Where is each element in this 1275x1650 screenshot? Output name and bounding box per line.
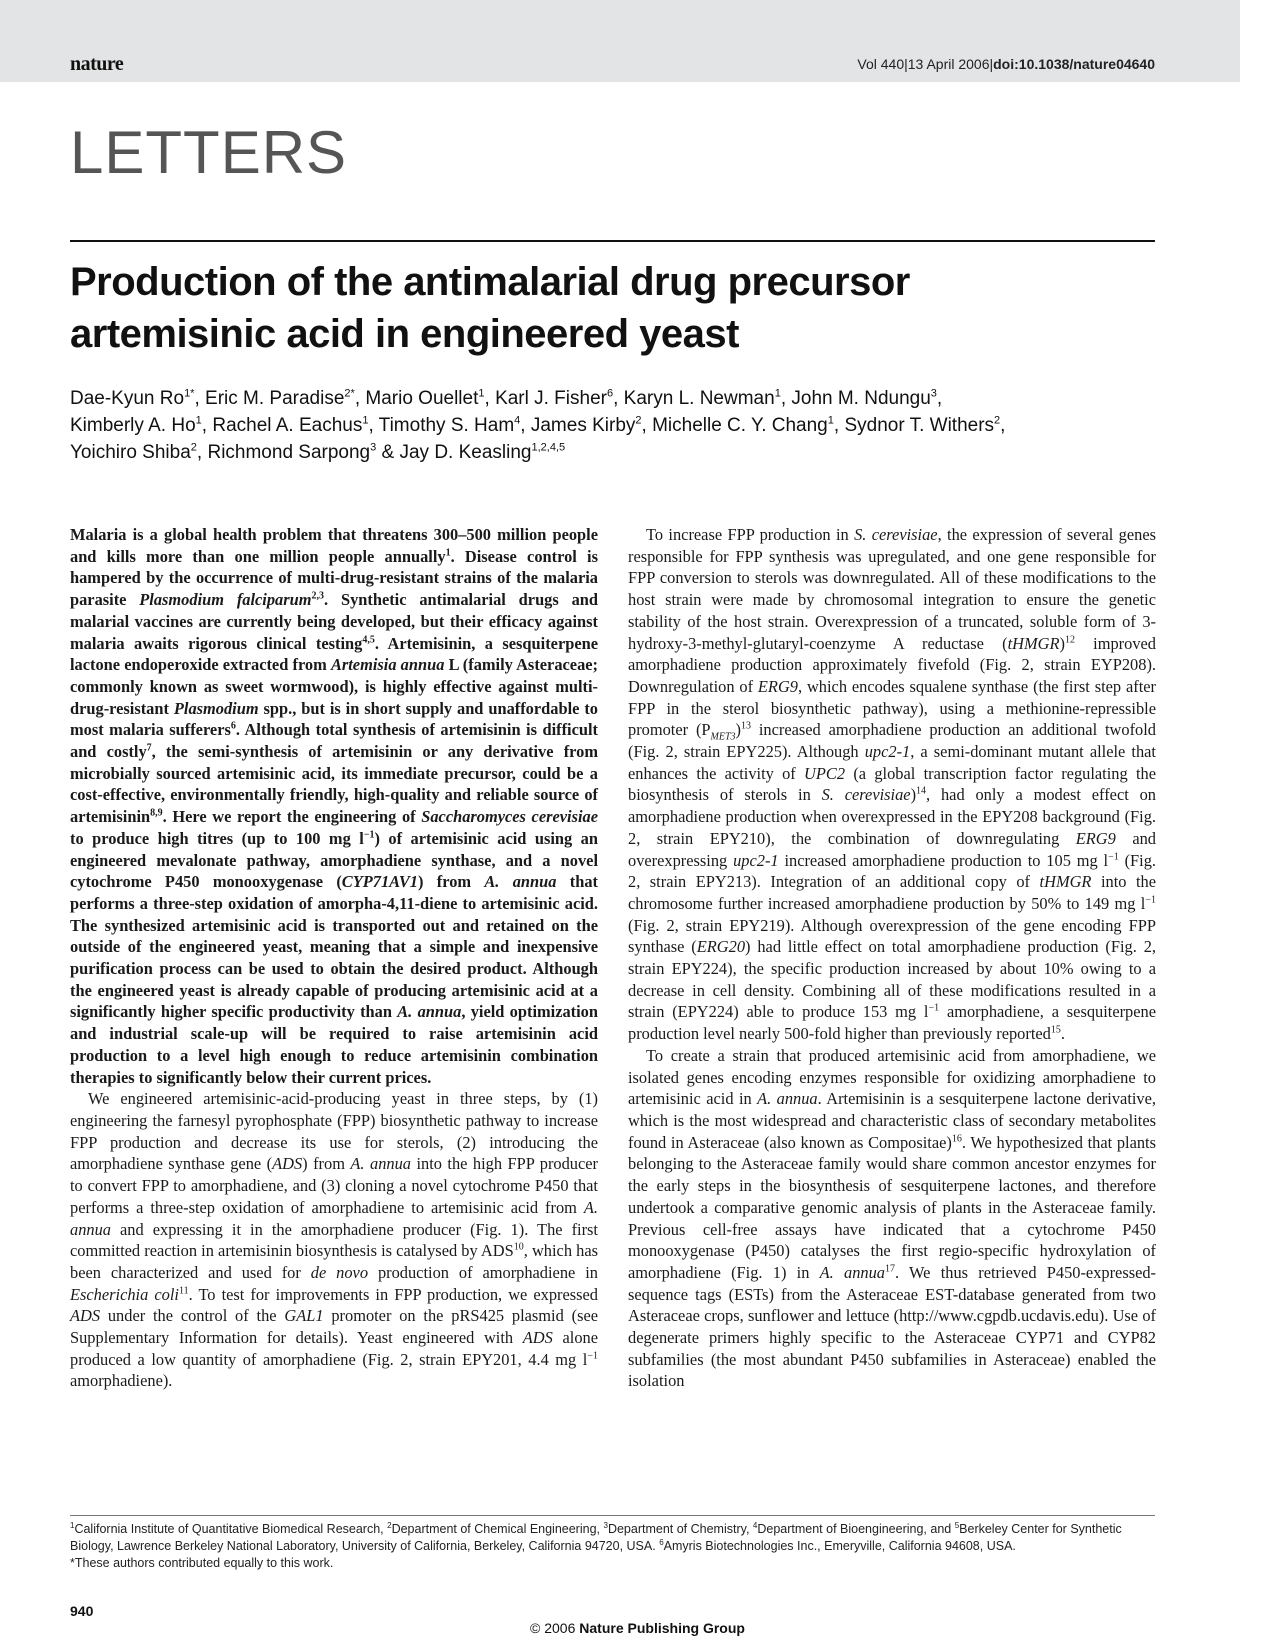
author: John M. Ndungu [791,388,931,409]
reference-mark: 7 [146,742,152,754]
author: Sydnor T. Withers [844,415,995,436]
body-paragraph: We engineered artemisinic-acid-producing yeast in three steps, by (1) engineering the farnesyl pyrophosphate (FPP) biosynthetic pathway to increase FPP production and decrease its use for sterols, (2) introducing the amorphadiene synthase gene (ADS) from A. annua into the high FPP producer to convert FPP to amorphadiene, and (3) cloning a novel cytochrome P450 that performs a three-step oxidation of amorphadiene to artemisinic acid from A. annua and expressing it in the amorphadiene producer (Fig. 1). The first committed reaction in artemisinin biosynthesis is catalysed by ADS$^{10}$, which has been characterized and used for de novo production of amorphadiene in Escherichia coli$^{11}$. To test for improvements in FPP production, we expressed ADS under the control of the GAL1 promoter on the pRS425 plasmid (see Supplementary Information for details). Yeast engineered with ADS alone produced a low quantity of amorphadiene (Fig. 2, strain EPY201, 4.4 mg $l^{-1}$ amorphadiene). [70,1089,598,1391]
author-affiliation: 1 [195,414,202,427]
reference-mark: 2,3 [311,590,325,602]
doi: doi:10.1038/nature04640 [993,56,1155,72]
reference-mark: 13 [741,720,751,732]
body-paragraph: To create a strain that produced artemisinic acid from amorphadiene, we isolated genes encoding enzymes responsible for oxidizing amorphadiene to artemisinic acid in A. annua. Artemisinin is a sesquiterpene lactone derivative, which is the most widespread and characteristic class of secondary metabolites found in Asteraceae (also known as Compositae)$^{16}$. We hypothesized that plants belonging to the Asteraceae family would share common ancestor enzymes for the early steps in the biosynthesis of sesquiterpene lactones, and therefore undertook a comparative genomic analysis of plants in the Asteraceae family. Previous cell-free assays have indicated that a cytochrome P450 monooxygenase (P450) catalyses the first regio-specific hydroxylation of amorphadiene (Fig. 1) in A. annua$^{17}$. We thus retrieved P450-expressed-sequence tags (ESTs) from the Asteraceae EST-database generated from two Asteraceae crops, sunflower and lettuce (http://www.cgpdb.ucdavis.edu). Use of degenerate primers highly specific to the Asteraceae CYP71 and CYP82 subfamilies (the most abundant P450 subfamilies in Asteraceae) enabled the isolation [628,1045,1156,1391]
reference-mark: 16 [951,1133,962,1145]
author-affiliation: 1* [184,387,195,400]
affiliations-footnote: $^1$California Institute of Quantitative Biomedical Research, $^2$Department of Chemical Engineering, $^3$Department of Chemistry, $^4$Department of Bioengineering, and $^5$Berkeley Center for Synthetic Biology, Lawrence Berkeley National Laboratory, University of California, Berkeley, California 94720, USA. $^6$Amyris Biotechnologies Inc., Emeryville, California 94608, USA. [70,1520,1122,1553]
author: Richmond Sarpong [207,442,371,463]
section-label: LETTERS [70,119,348,186]
footnotes [70,1521,1155,1572]
author-affiliation: 6 [606,387,614,400]
author: Yoichiro Shiba [70,442,191,463]
author: Kimberly A. Ho [70,415,196,436]
reference-mark: 15 [1050,1024,1061,1036]
article-title [70,256,1150,360]
reference-mark: 12 [1064,634,1075,646]
author: Jay D. Keasling [399,442,532,463]
right-column [628,524,1156,1392]
author: Karyn L. Newman [623,388,775,409]
journal-name: nature [70,53,124,75]
author-affiliation: 1 [827,414,834,427]
author-affiliation: 1 [774,387,781,400]
page-number: 940 [70,1603,94,1619]
author-affiliation: 2 [190,441,197,454]
author: Dae-Kyun Ro [70,388,185,409]
author-affiliation: 1 [362,414,369,427]
author: Karl J. Fisher [495,388,607,409]
author-affiliation: 2 [635,414,642,427]
author: Mario Ouellet [365,388,479,409]
author: Rachel A. Eachus [212,415,363,436]
volume-date: Vol 440|13 April 2006| [857,56,994,72]
copyright-line: © 2006 Nature Publishing Group [530,1620,745,1636]
reference-mark: 17 [884,1263,895,1275]
author-affiliation: 3 [370,441,377,454]
abstract-paragraph: Malaria is a global health problem that threatens 300–500 million people and kills more than one million people annually$^1$. Disease control is hampered by the occurrence of multi-drug-resistant strains of the malaria parasite Plasmodium falciparum$^{2,3}$. Synthetic antimalarial drugs and malarial vaccines are currently being developed, but their efficacy against malaria awaits rigorous clinical testing$^{4,5}$. Artemisinin, a sesquiterpene lactone endoperoxide extracted from Artemisia annua L (family Asteraceae; commonly known as sweet wormwood), is highly effective against multi-drug-resistant Plasmodium spp., but is in short supply and unaffordable to most malaria sufferers$^6$. Although total synthesis of artemisinin is difficult and costly$^7$, the semi-synthesis of artemisinin or any derivative from microbially sourced artemisinic acid, its immediate precursor, could be a cost-effective, environmentally friendly, high-quality and reliable source of artemisinin$^{8,9}$. Here we report the engineering of Saccharomyces cerevisiae to produce high titres (up to 100 mg $l^{-1}$) of artemisinic acid using an engineered mevalonate pathway, amorphadiene synthase, and a novel cytochrome P450 monooxygenase (CYP71AV1) from A. annua that performs a three-step oxidation of amorpha-4,11-diene to artemisinic acid. The synthesized artemisinic acid is transported out and retained on the outside of the engineered yeast, meaning that a simple and inexpensive purification process can be used to obtain the desired product. Although the engineered yeast is already capable of producing artemisinic acid at a significantly higher specific productivity than A. annua, yield optimization and industrial scale-up will be required to raise artemisinin acid production to a level high enough to reduce artemisinin combination therapies to significantly below their current prices. [70,525,599,1087]
title-rule [70,240,1155,242]
author: Eric M. Paradise [205,388,345,409]
volume-date-doi [857,56,1155,72]
body-paragraph: To increase FPP production in S. cerevisiae, the expression of several genes responsible for FPP synthesis was upregulated, and one gene responsible for FPP conversion to sterols was downregulated. All of these modifications to the host strain were made by chromosomal integration to ensure the genetic stability of the host strain. Overexpression of a truncated, soluble form of 3-hydroxy-3-methyl-glutaryl-coenzyme A reductase (tHMGR)$^{12}$ improved amorphadiene production approximately fivefold (Fig. 2, strain EYP208). Downregulation of ERG9, which encodes squalene synthase (the first step after FPP in the sterol biosynthetic pathway), using a methionine-repressible promoter $(P_{MET3})^{13}$ increased amorphadiene production an additional twofold (Fig. 2, strain EPY225). Although upc2-1, a semi-dominant mutant allele that enhances the activity of UPC2 (a global transcription factor regulating the biosynthesis of sterols in S. cerevisiae)$^{14}$, had only a modest effect on amorphadiene production when overexpressed in the EPY208 background (Fig. 2, strain EPY210), the combination of downregulating ERG9 and overexpressing upc2-1 increased amorphadiene production to 105 mg $l^{-1}$ (Fig. 2, strain EPY213). Integration of an additional copy of tHMGR into the chromosome further increased amorphadiene production by 50% to 149 mg $l^{-1}$ (Fig. 2, strain EPY219). Although overexpression of the gene encoding FPP synthase (ERG20) had little effect on total amorphadiene production (Fig. 2, strain EPY224), the specific production increased by about 10% owing to a decrease in cell density. Combining all of these modifications resulted in a strain (EPY224) able to produce 153 mg $l^{-1}$ amorphadiene, a sesquiterpene production level nearly 500-fold higher than previously reported$^{15}$. [628,525,1157,1044]
author: Timothy S. Ham [378,415,515,436]
reference-mark: 14 [916,785,927,797]
footnote-rule [70,1515,1155,1516]
equal-contribution-footnote: *These authors contributed equally to this work. [70,1556,334,1570]
reference-mark: 10 [513,1241,524,1253]
author-affiliation: 4 [514,414,521,427]
author: Michelle C. Y. Chang [652,415,828,436]
left-column [70,524,598,1392]
author-affiliation: 1,2,4,5 [531,441,566,454]
reference-mark: 11 [178,1285,189,1297]
title-line-1: Production of the antimalarial drug precursor [70,260,910,304]
reference-mark: 6 [230,720,236,732]
title-line-2: artemisinic acid in engineered yeast [70,312,739,356]
author: James Kirby [530,415,636,436]
author-list: Dae-Kyun $Ro^{1*}$, Eric M. Paradise$^{2*}$, Mario Ouellet$^1$, Karl J. Fisher$^6$, Karyn L. Newman$^1$, John M. Ndungu$^3$, Kimberly A. Ho$^1$, Rachel A. Eachus$^1$, Timothy S. Ham$^4$, James Kirby$^2$, Michelle C. Y. Chang$^1$, Sydnor T. Withers$^2$, Yoichiro Shiba$^2$, Richmond Sarpong$^3$ & Jay D. Keasling$^{1,2,4,5}$ [70,387,1006,463]
author-affiliation: 3 [930,387,937,400]
reference-mark: 1 [445,547,451,559]
author-affiliation: 2* [344,387,355,400]
author-affiliation: 2 [994,414,1001,427]
reference-mark: 4,5 [362,634,375,646]
author-affiliation: 1 [478,387,485,400]
reference-mark: 8,9 [150,807,163,819]
